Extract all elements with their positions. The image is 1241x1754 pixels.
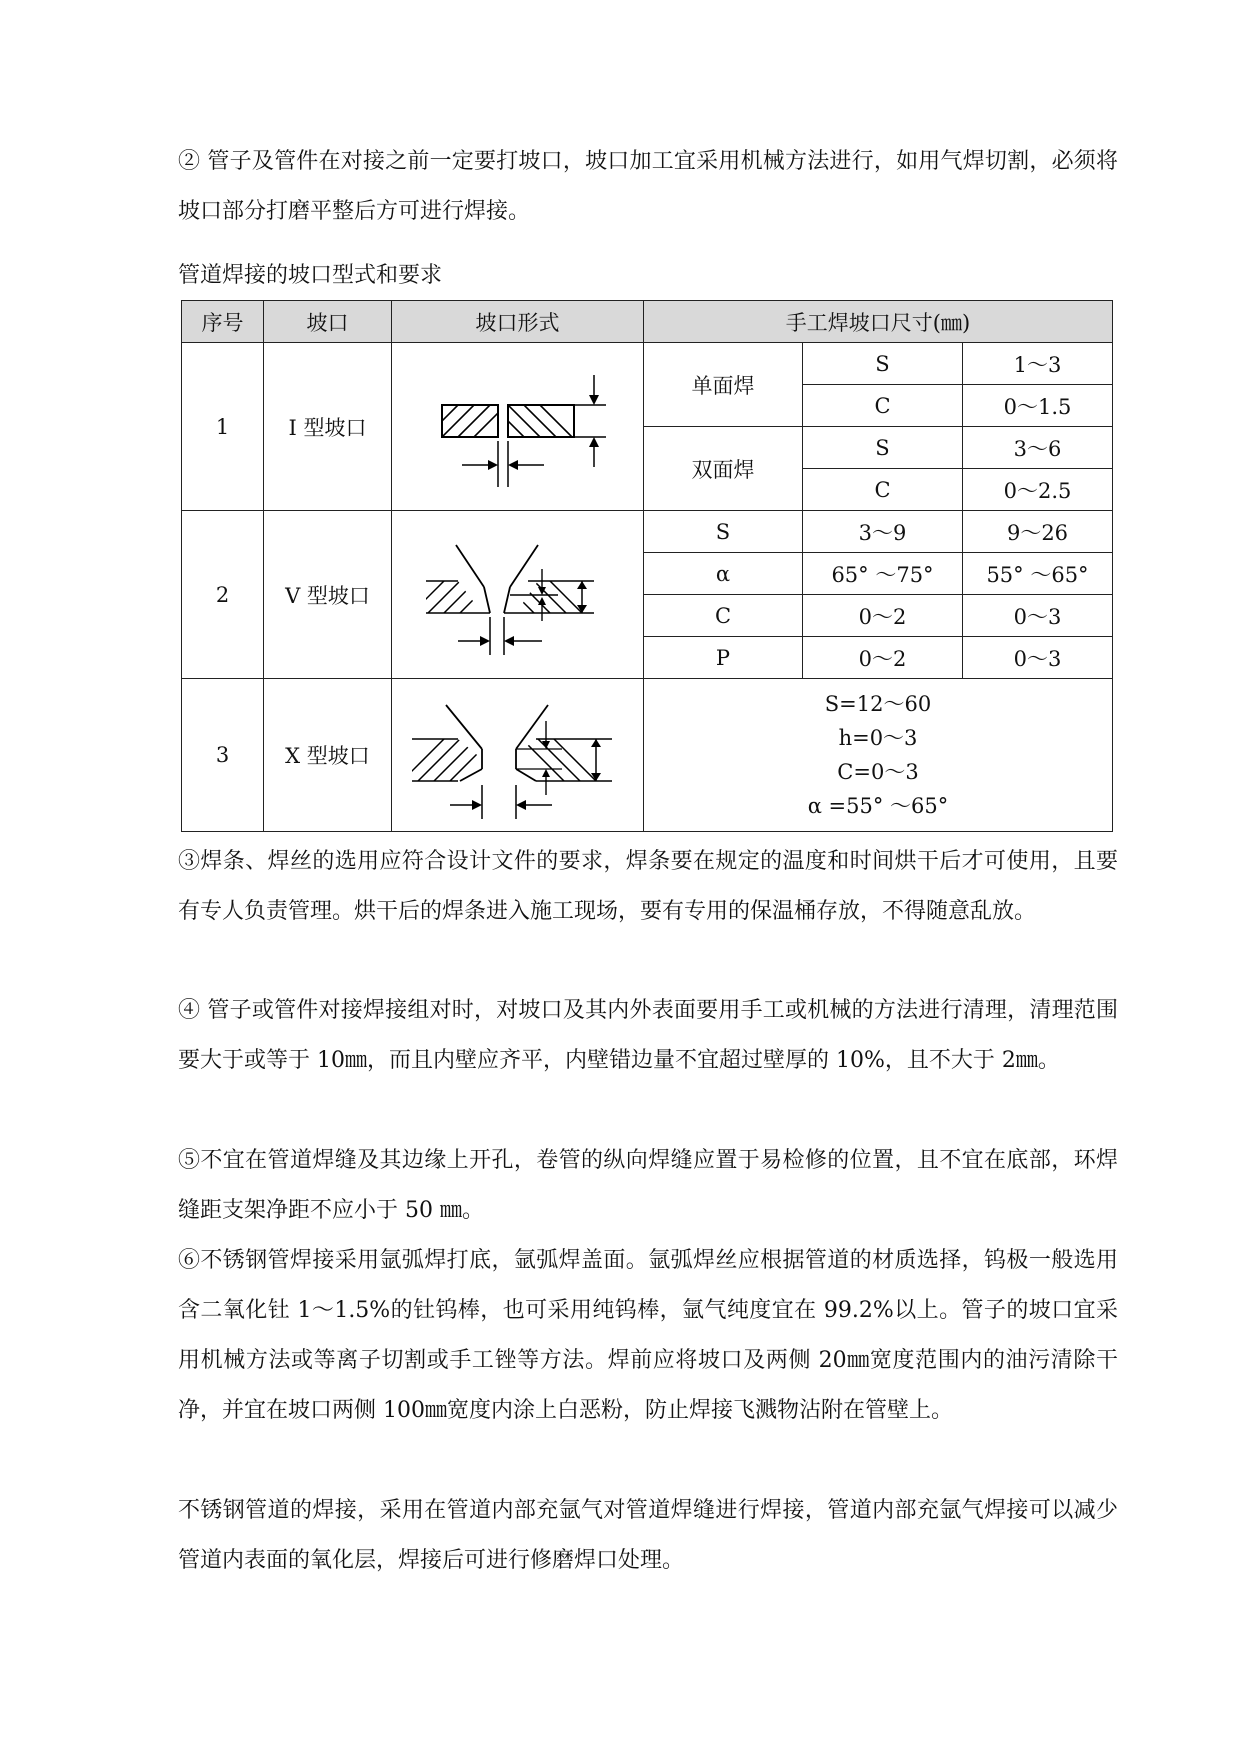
row1-single-side-label: 单面焊 [644, 343, 803, 427]
row3-line-c: C=0～3 [837, 760, 919, 784]
paragraph-stainless-tig: ⑥不锈钢管焊接采用氩弧焊打底，氩弧焊盖面。氩弧焊丝应根据管道的材质选择，钨极一般选用含二氧化钍 1～1.5%的钍钨棒，也可采用纯钨棒，氩气纯度宜在 99.2%以上。管子的坡口宜采用机械方法或等离子切割或手工锉等方法。焊前应将坡口及两侧 20㎜宽度范围内的油污清除干净，并宜在坡口两侧 100㎜宽度内涂上白恶粉，防止焊接飞溅物沾附在管壁上。 [178, 1248, 1118, 1423]
table-row [182, 679, 1113, 832]
row2-number: 2 [182, 511, 264, 679]
paragraph-joint-cleaning: ④ 管子或管件对接焊接组对时，对坡口及其内外表面要用手工或机械的方法进行清理，清理范围要大于或等于 10㎜，而且内壁应齐平，内壁错边量不宜超过壁厚的 10%，且不大于 2㎜。 [178, 998, 1118, 1073]
row2-alpha-value-1: 65° ～75° [803, 553, 963, 595]
row2-param-alpha: α [644, 553, 803, 595]
row3-name: X 型坡口 [264, 679, 392, 832]
row1-single-s-value: 1～3 [963, 343, 1113, 385]
row3-dimensions [644, 679, 1113, 832]
header-bevel: 坡口 [264, 301, 392, 343]
row2-param-p: P [644, 637, 803, 679]
table-caption: 管道焊接的坡口型式和要求 [178, 263, 443, 288]
row1-single-s-param: S [803, 343, 963, 385]
row1-double-c-param: C [803, 469, 963, 511]
row1-name: I 型坡口 [264, 343, 392, 511]
row1-double-c-value: 0～2.5 [963, 469, 1113, 511]
row2-s-value-1: 3～9 [803, 511, 963, 553]
table-header-row [182, 301, 1113, 343]
row2-s-value-2: 9～26 [963, 511, 1113, 553]
i-bevel-diagram [392, 343, 644, 511]
row2-alpha-value-2: 55° ～65° [963, 553, 1113, 595]
header-bevel-form: 坡口形式 [392, 301, 644, 343]
row1-number: 1 [182, 343, 264, 511]
row2-p-value-1: 0～2 [803, 637, 963, 679]
row2-param-s: S [644, 511, 803, 553]
paragraph-argon-purge: 不锈钢管道的焊接，采用在管道内部充氩气对管道焊缝进行焊接，管道内部充氩气焊接可以减少管道内表面的氧化层，焊接后可进行修磨焊口处理。 [178, 1498, 1118, 1573]
row2-c-value-1: 0～2 [803, 595, 963, 637]
row3-line-h: h=0～3 [838, 726, 918, 750]
row3-line-alpha: α =55° ～65° [807, 794, 949, 818]
row1-single-c-param: C [803, 385, 963, 427]
row3-number: 3 [182, 679, 264, 832]
header-seq: 序号 [182, 301, 264, 343]
paragraph-hole-restriction: ⑤不宜在管道焊缝及其边缘上开孔，卷管的纵向焊缝应置于易检修的位置，且不宜在底部，环焊缝距支架净距不应小于 50 ㎜。 [178, 1148, 1118, 1223]
table-row [182, 511, 1113, 553]
row1-double-side-label: 双面焊 [644, 427, 803, 511]
x-bevel-diagram [392, 679, 644, 832]
row2-name: V 型坡口 [264, 511, 392, 679]
weld-bevel-table [181, 300, 1113, 832]
v-bevel-diagram [392, 511, 644, 679]
row2-p-value-2: 0～3 [963, 637, 1113, 679]
table-row [182, 343, 1113, 385]
paragraph-bevel-preparation: ② 管子及管件在对接之前一定要打坡口，坡口加工宜采用机械方法进行，如用气焊切割，必须将坡口部分打磨平整后方可进行焊接。 [178, 149, 1118, 224]
row1-double-s-value: 3～6 [963, 427, 1113, 469]
paragraph-electrode-selection: ③焊条、焊丝的选用应符合设计文件的要求，焊条要在规定的温度和时间烘干后才可使用，且要有专人负责管理。烘干后的焊条进入施工现场，要有专用的保温桶存放，不得随意乱放。 [178, 849, 1118, 924]
header-manual-size: 手工焊坡口尺寸(㎜) [644, 301, 1113, 343]
row3-line-s: S=12～60 [824, 692, 932, 716]
row1-double-s-param: S [803, 427, 963, 469]
row1-single-c-value: 0～1.5 [963, 385, 1113, 427]
row2-param-c: C [644, 595, 803, 637]
row2-c-value-2: 0～3 [963, 595, 1113, 637]
